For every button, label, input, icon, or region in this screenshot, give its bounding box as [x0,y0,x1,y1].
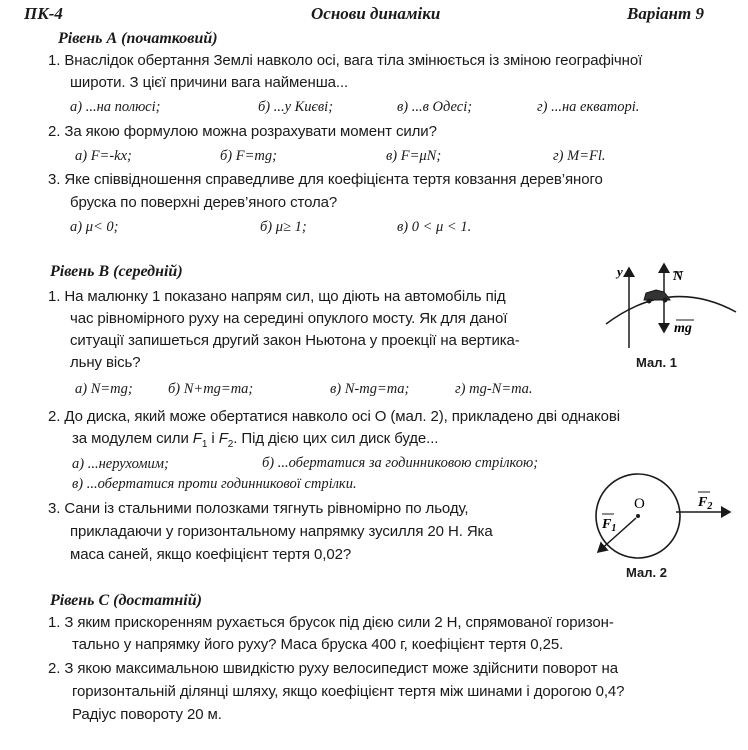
level-b-q1-line4: льну вісь? [70,354,141,371]
level-a-q2-option-a: а) F=-kx; [75,148,132,164]
level-a-q1-line1: 1. Внаслідок обертання Землі навколо осі, вага тіла змінюється із зміною географічної [48,52,643,69]
level-b-q2-line2: за модулем сили $F_1$ і $F_2$. Під дією цих сил диск буде... [72,430,439,450]
page-code: ПК-4 [24,4,63,23]
level-c-title: Рівень С (достатній) [50,592,202,609]
level-a-q1-option-c: в) ...в Одесі; [397,99,473,115]
y-axis-label: y [617,264,623,279]
force-f1-label: $F_1$ [602,517,617,534]
page-title: Основи динаміки [311,4,441,23]
figure-1 [600,260,740,352]
level-a-title: Рівень А (початковий) [58,30,218,47]
force-f2-label: $F_2$ [698,495,713,512]
figure-2-caption: Мал. 2 [626,565,667,580]
level-a-q1-option-d: г) ...на екваторі. [537,99,640,115]
level-b-q1-line3: ситуації запишеться другий закон Ньютона у проекції на вертика- [70,332,520,349]
level-b-q1-option-b: б) N+mg=ma; [168,381,254,397]
level-c-q1-line2: тально у напрямку його руху? Маса бруска 400 г, коефіцієнт тертя 0,25. [72,636,564,653]
level-b-q2-option-a: а) ...нерухомим; [72,456,169,472]
level-a-q3-option-a: а) μ< 0; [70,219,119,235]
level-c-q2-line3: Радіус повороту 20 м. [72,706,222,723]
level-a-q2-option-d: г) M=Fl. [553,148,606,164]
level-b-q1-line1: 1. На малюнку 1 показано напрям сил, що діють на автомобіль під [48,288,506,305]
level-a-q2-line1: 2. За якою формулою можна розрахувати момент сили? [48,123,437,140]
level-c-q1-line1: 1. З яким прискоренням рухається брусок під дією сили 2 Н, спрямованої горизон- [48,614,614,631]
level-b-q1-line2: час рівномірного руху на середині опуклого мосту. Як для даної [70,310,508,327]
level-a-q2-option-b: б) F=mg; [220,148,277,164]
level-b-q3-line3: маса саней, якщо коефіцієнт тертя 0,02? [70,546,352,563]
level-b-q2-option-c: в) ...обертатися проти годинникової стрілки. [72,476,357,492]
figure-2 [588,470,738,568]
bridge-arc [606,297,736,324]
level-b-q3-line2: прикладаючи у горизонтальному напрямку зусилля 20 Н. Яка [70,523,493,540]
level-b-q1-option-a: а) N=mg; [75,381,133,397]
level-b-q1-option-c: в) N-mg=ma; [330,381,410,397]
level-b-q2-option-b: б) ...обертатися за годинниковою стрілкою; [262,455,539,471]
level-a-q1-option-a: а) ...на полюсі; [70,99,161,115]
level-a-q3-line1: 3. Яке співвідношення справедливе для коефіцієнта тертя ковзання дерев’яного [48,171,603,188]
car-icon [644,290,670,304]
level-c-q2-line1: 2. З якою максимальною швидкістю руху велосипедист може здійснити поворот на [48,660,618,677]
disk-center [636,514,640,518]
level-b-title: Рівень В (середній) [50,263,183,280]
level-a-q3-option-b: б) μ≥ 1; [260,219,307,235]
level-c-q2-line2: горизонтальній ділянці шляху, якщо коефіцієнт тертя між шинами і дорогою 0,4? [72,683,625,700]
disk-center-label: O [634,496,645,512]
level-a-q3-option-c: в) 0 < μ < 1. [397,219,472,235]
level-a-q1-line2: широти. З цієї причини вага найменша... [70,74,349,91]
figure-1-caption: Мал. 1 [636,355,677,370]
level-a-q2-option-c: в) F=μN; [386,148,442,164]
level-b-q3-line1: 3. Сани із стальними полозками тягнуть рівномірно по льоду, [48,500,469,517]
force-n-label: N [673,269,684,284]
level-b-q2-line1: 2. До диска, який може обертатися навколо осі О (мал. 2), прикладено дві однакові [48,408,621,425]
level-a-q3-line2: бруска по поверхні дерев’яного стола? [70,194,338,211]
variant-label: Варіант 9 [627,4,704,23]
level-a-q1-option-b: б) ...у Києві; [258,99,334,115]
force-mg-label: mg [674,321,692,336]
level-b-q1-option-d: г) mg-N=ma. [455,381,533,397]
